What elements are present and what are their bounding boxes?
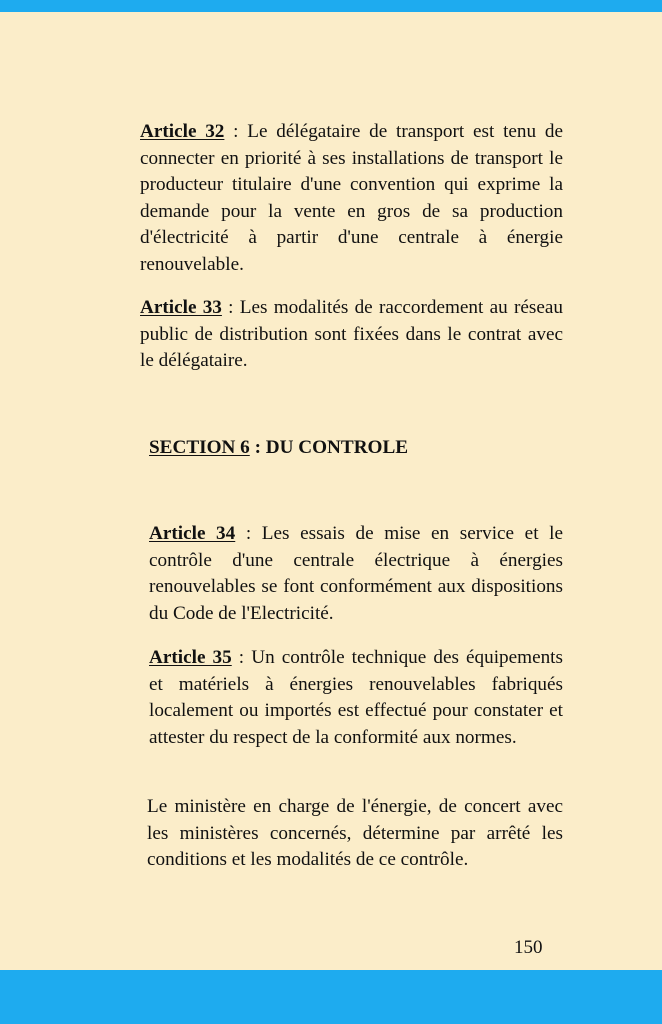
article-label: Article 34 — [149, 523, 236, 544]
article-text: Les modalités de raccordement au réseau public de distribution sont fixées dans le contrat avec le délégataire. — [140, 297, 563, 371]
article-label: Article 32 — [140, 121, 225, 142]
bottom-bar — [0, 970, 662, 1024]
article-text: Les essais de mise en service et le contrôle d'une centrale électrique à énergies renouvelables se font conformément aux dispositions du Code de l'Electricité. — [149, 523, 563, 624]
article-33 — [140, 295, 563, 375]
article-separator: : — [221, 297, 240, 318]
article-32 — [140, 119, 563, 278]
body-paragraph: Le ministère en charge de l'énergie, de concert avec les ministères concernés, détermine par arrêté les conditions et les modalités de ce contrôle. — [147, 796, 563, 870]
article-34 — [149, 521, 563, 627]
article-35 — [149, 645, 563, 751]
top-bar — [0, 0, 662, 12]
page-number: 150 — [514, 937, 543, 958]
article-text: Le délégataire de transport est tenu de connecter en priorité à ses installations de transport le producteur titulaire d'une convention qui exprime la demande pour la vente en gros de sa production d'électricité à partir d'une centrale à énergie renouvelable. — [140, 121, 563, 275]
article-separator: : — [224, 121, 248, 142]
section-heading — [149, 435, 408, 461]
article-label: Article 35 — [149, 647, 232, 668]
article-text: Un contrôle technique des équipements et matériels à énergies renouvelables fabriqués localement ou importés est effectué pour constater et attester du respect de la conformité aux normes. — [149, 647, 563, 748]
article-label: Article 33 — [140, 297, 222, 318]
article-separator: : — [235, 523, 262, 544]
article-separator: : — [231, 647, 252, 668]
section-title: : DU CONTROLE — [249, 437, 409, 458]
section-label: SECTION 6 — [149, 437, 250, 458]
